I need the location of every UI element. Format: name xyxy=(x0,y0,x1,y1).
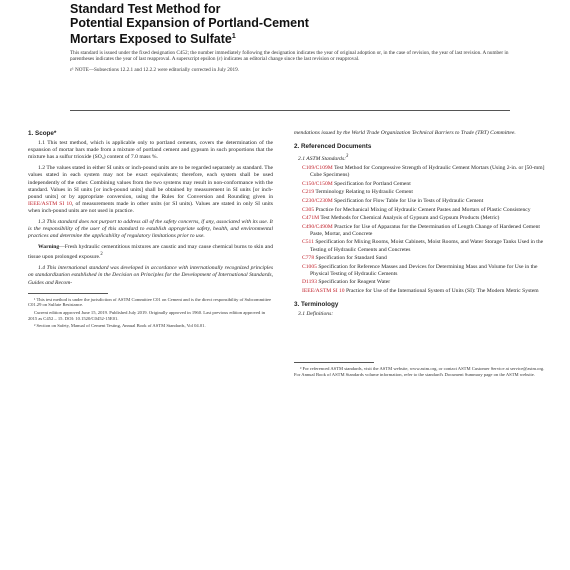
reference-title: Specification for Standard Sand xyxy=(314,255,387,262)
reference-title: Test Method for Compressive Strength of Hydraulic Cement Mortars (Using 2-in. or [50-mm] Cube Specimens) xyxy=(310,165,545,179)
reference-item xyxy=(302,255,548,262)
title-line-3: Mortars Exposed to Sulfate$^1$ xyxy=(70,32,236,47)
referenced-documents-heading: 2. Referenced Documents xyxy=(294,143,372,151)
reference-item xyxy=(302,181,548,188)
title-line-2: Potential Expansion of Portland-Cement xyxy=(70,16,309,30)
paragraph-1-3: 1.3 This standard does not purport to address all of the safety concerns, if any, associated with its use. It is the responsibility of the user of this standard to establish appropriate safety, health, and environmental practices and determine the applicability of regulatory limitations prior to use. xyxy=(28,219,273,240)
reference-code-link[interactable]: C230/C230M xyxy=(302,198,333,205)
footnote-2: ² Section on Safety, Manual of Cement Testing, Annual Book of ASTM Standards, Vol 04.01. xyxy=(34,323,206,329)
reference-title: Specification for Reference Masses and Devices for Determining Mass and Volume for Use in the Physical Testing of Hydraulic Cements xyxy=(310,263,538,277)
reference-title: Practice for Use of Apparatus for the Determination of Length Change of Hardened Cement Paste, Mortar, and Concrete xyxy=(310,223,540,237)
reference-item xyxy=(302,279,548,286)
reference-code-link[interactable]: C150/C150M xyxy=(302,180,333,187)
paragraph-1-4-continued: mendations issued by the World Trade Organization Technical Barriers to Trade (TBT) Committee. xyxy=(294,130,516,136)
reference-code-link[interactable]: IEEE/ASTM SI 10 xyxy=(302,288,345,295)
footnote-divider xyxy=(28,293,108,294)
notice-text: This standard is issued under the fixed designation C452; the number immediately following the designation indicates the year of original adoption or, in the case of revision, the year of last revision. A number in parentheses indicates the year of last reapproval. A superscript epsilon (ε) indicates an editorial change since the last revision or reapproval. xyxy=(70,50,509,63)
definitions-label: 3.1 Definitions: xyxy=(298,311,334,318)
reference-code-link[interactable]: C305 xyxy=(302,206,315,213)
right-column xyxy=(294,130,548,380)
terminology-heading: 3. Terminology xyxy=(294,301,339,309)
editorial-note: ε¹ NOTE—Subsections 12.2.1 and 12.2.2 were editorially corrected in July 2019. xyxy=(70,66,239,73)
ieee-si10-link[interactable]: IEEE/ASTM SI 10 xyxy=(28,200,72,207)
reference-title: Specification for Mixing Rooms, Moist Cabinets, Moist Rooms, and Water Storage Tanks Used in the Testing of Hydraulic Cements and Concretes xyxy=(310,239,544,253)
reference-code-link[interactable]: C219 xyxy=(302,189,315,196)
left-column xyxy=(28,130,273,331)
reference-item xyxy=(302,189,548,196)
warning-paragraph: Warning—Fresh hydraulic cementitious mixtures are caustic and may cause chemical burns to skin and tissue upon prolonged exposure.$^2$ xyxy=(28,244,273,261)
reference-item xyxy=(302,239,548,253)
reference-title: Specification for Reagent Water xyxy=(317,279,391,286)
reference-item xyxy=(302,198,548,205)
designation-notice xyxy=(70,50,510,73)
reference-list xyxy=(294,165,548,295)
warning-footnote-mark: 2 xyxy=(100,252,103,258)
reference-title: Specification for Portland Cement xyxy=(332,180,411,187)
reference-code-link[interactable]: C1005 xyxy=(302,263,317,270)
warning-label: Warning xyxy=(38,244,60,251)
reference-item xyxy=(302,288,548,295)
reference-code-link[interactable]: D1193 xyxy=(302,279,318,286)
reference-code-link[interactable]: C778 xyxy=(302,255,315,262)
footnote-3: ³ For referenced ASTM standards, visit the ASTM website, www.astm.org, or contact ASTM Customer Service at service@astm.org. For Annual Book of ASTM Standards volume information, refer to the standard's Document Summary page on the ASTM website. xyxy=(294,366,545,378)
reference-item xyxy=(302,224,548,238)
reference-code-link[interactable]: C471M xyxy=(302,215,320,222)
reference-title: Practice for Mechanical Mixing of Hydraulic Cement Pastes and Mortars of Plastic Consistency xyxy=(314,206,531,213)
scope-heading: 1. Scope* xyxy=(28,130,57,137)
paragraph-1-4: 1.4 This international standard was developed in accordance with internationally recognized principles on standardization established in the Decision on Principles for the Development of International Standards, Guides and Recom- xyxy=(28,265,273,286)
title-footnote-mark: 1 xyxy=(231,33,236,40)
footnote-divider-right xyxy=(294,362,374,363)
astm-footnote-mark: 3 xyxy=(346,154,349,160)
reference-code-link[interactable]: C109/C109M xyxy=(302,165,333,172)
footnote-1: ¹ This test method is under the jurisdiction of ASTM Committee C01 on Cement and is the direct responsibility of Subcommittee C01.29 on Sulfate Resistance. xyxy=(28,296,272,308)
title-line-1: Standard Test Method for xyxy=(70,2,221,16)
footnote-edition: Current edition approved June 15, 2019. Published July 2019. Originally approved in 1960. Last previous edition approved in 2015 as C452 – 15. DOI: 10.1520/C0452-15E01. xyxy=(28,310,266,321)
reference-title: Terminology Relating to Hydraulic Cement xyxy=(314,189,413,196)
reference-item xyxy=(302,207,548,214)
reference-title: Practice for Use of the International System of Units (SI): The Modern Metric System xyxy=(344,288,539,295)
document-title xyxy=(70,2,400,46)
reference-item xyxy=(302,165,548,179)
reference-code-link[interactable]: C511 xyxy=(302,239,314,246)
reference-item xyxy=(302,264,548,278)
astm-standards-label: 2.1 ASTM Standards:$^3$ xyxy=(298,154,349,163)
reference-item xyxy=(302,215,548,222)
reference-code-link[interactable]: C490/C490M xyxy=(302,223,333,230)
reference-title: Specification for Flow Table for Use in Tests of Hydraulic Cement xyxy=(332,198,484,205)
header-divider xyxy=(70,110,510,111)
paragraph-1-2: 1.2 The values stated in either SI units or inch-pound units are to be regarded separately as standard. The values stated in each system may not be exact equivalents; therefore, each system shall be used independently of the other. Combining values from the two systems may result in non-conformance with the standard. Values in SI units [or inch-pound units] shall be obtained by measurement in SI units [or inch-pound units] or by appropriate conversion, using the Rules for Conversion and Rounding given in IEEE/ASTM SI 10, of measurements made in other units (or SI units). Values are stated in only SI units when inch-pound units are not used in practice. xyxy=(28,165,273,214)
reference-title: Test Methods for Chemical Analysis of Gypsum and Gypsum Products (Metric) xyxy=(319,215,500,222)
paragraph-1-1: 1.1 This test method, which is applicable only to portland cements, covers the determination of the expansion of mortar bars made from a mixture of portland cement and gypsum in such proportions that the mixture has a sulfur trioxide (SO₃) content of 7.0 mass %. xyxy=(28,140,273,161)
